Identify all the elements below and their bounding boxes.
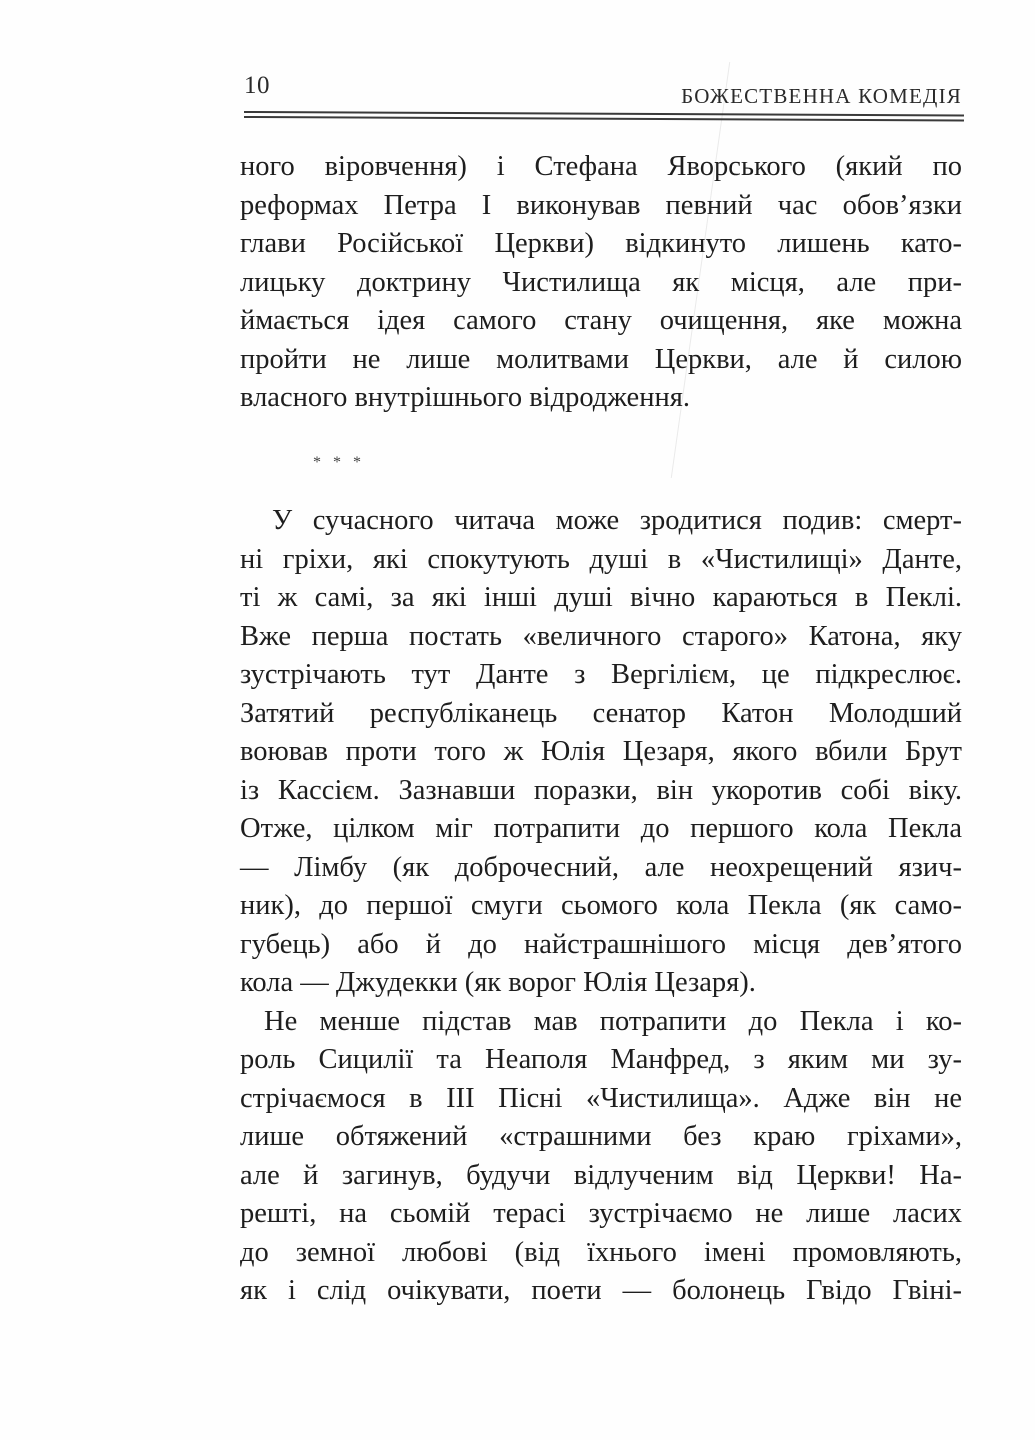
page-number: 10 bbox=[244, 72, 270, 99]
text-line: лише обтяжений «страшними без краю гріхами», bbox=[240, 1121, 962, 1152]
text-line: глави Російської Церкви) відкинуто лишень като- bbox=[240, 228, 962, 259]
text-line: Не менше підстав мав потрапити до Пекла і ко- bbox=[264, 1005, 962, 1037]
running-head-title: БОЖЕСТВЕННА КОМЕДІЯ bbox=[681, 84, 962, 108]
running-head bbox=[244, 68, 962, 108]
text-line: ні гріхи, які спокутують душі в «Чистилищі» Данте, bbox=[240, 543, 962, 575]
text-line: ті ж самі, за які інші душі вічно караються в Пеклі. bbox=[240, 582, 962, 613]
text-line: стрічаємося в ІІІ Пісні «Чистилища». Адже він не bbox=[240, 1082, 962, 1114]
text-line: — Лімбу (як доброчесний, але неохрещений язич- bbox=[240, 851, 962, 883]
text-line: зустрічають тут Данте з Вергілієм, це підкреслює. bbox=[240, 659, 962, 690]
text-line: лицьку доктрину Чистилища як місця, але при- bbox=[240, 266, 962, 298]
text-line: воював проти того ж Юлія Цезаря, якого вбили Брут bbox=[240, 736, 962, 767]
text-line: У сучасного читача може зродитися подив: смерт- bbox=[272, 505, 962, 536]
paragraph-2 bbox=[240, 502, 962, 1311]
text-line: роль Сицилії та Неаполя Манфред, з яким ми зу- bbox=[240, 1044, 962, 1075]
text-line: кола — Джудекки (як ворог Юлія Цезаря). bbox=[240, 967, 756, 998]
text-line: решті, на сьомій терасі зустрічаємо не лише ласих bbox=[240, 1198, 962, 1229]
text-line: як і слід очікувати, поети — болонець Гвідо Гвіні- bbox=[240, 1275, 962, 1306]
text-line: власного внутрішнього відродження. bbox=[240, 382, 690, 413]
text-line: але й загинув, будучи відлученим від Церкви! На- bbox=[240, 1159, 962, 1191]
text-line: реформах Петра І виконував певний час обов’язки bbox=[240, 189, 962, 221]
text-line: ймається ідея самого стану очищення, яке можна bbox=[240, 305, 962, 336]
header-rule-thin bbox=[244, 116, 964, 121]
text-line: Затятий республіканець сенатор Катон Молодший bbox=[240, 697, 962, 729]
text-line: пройти не лише молитвами Церкви, але й силою bbox=[240, 343, 962, 375]
paragraph-1 bbox=[240, 148, 962, 418]
text-line: губець) або й до найстрашнішого місця дев’ятого bbox=[240, 928, 962, 960]
text-line: Отже, цілком міг потрапити до першого кола Пекла bbox=[240, 813, 962, 844]
text-line: до земної любові (від їхнього імені промовляють, bbox=[240, 1236, 962, 1268]
section-break-asterisks: * * * bbox=[313, 454, 365, 471]
text-line: ного віровчення) і Стефана Яворського (який по bbox=[240, 151, 962, 182]
text-line: Вже перша постать «величного старого» Катона, яку bbox=[240, 620, 962, 652]
text-line: ник), до першої смуги сьомого кола Пекла (як само- bbox=[240, 890, 962, 921]
text-line: із Кассієм. Зазнавши поразки, він укоротив собі віку. bbox=[240, 774, 962, 806]
